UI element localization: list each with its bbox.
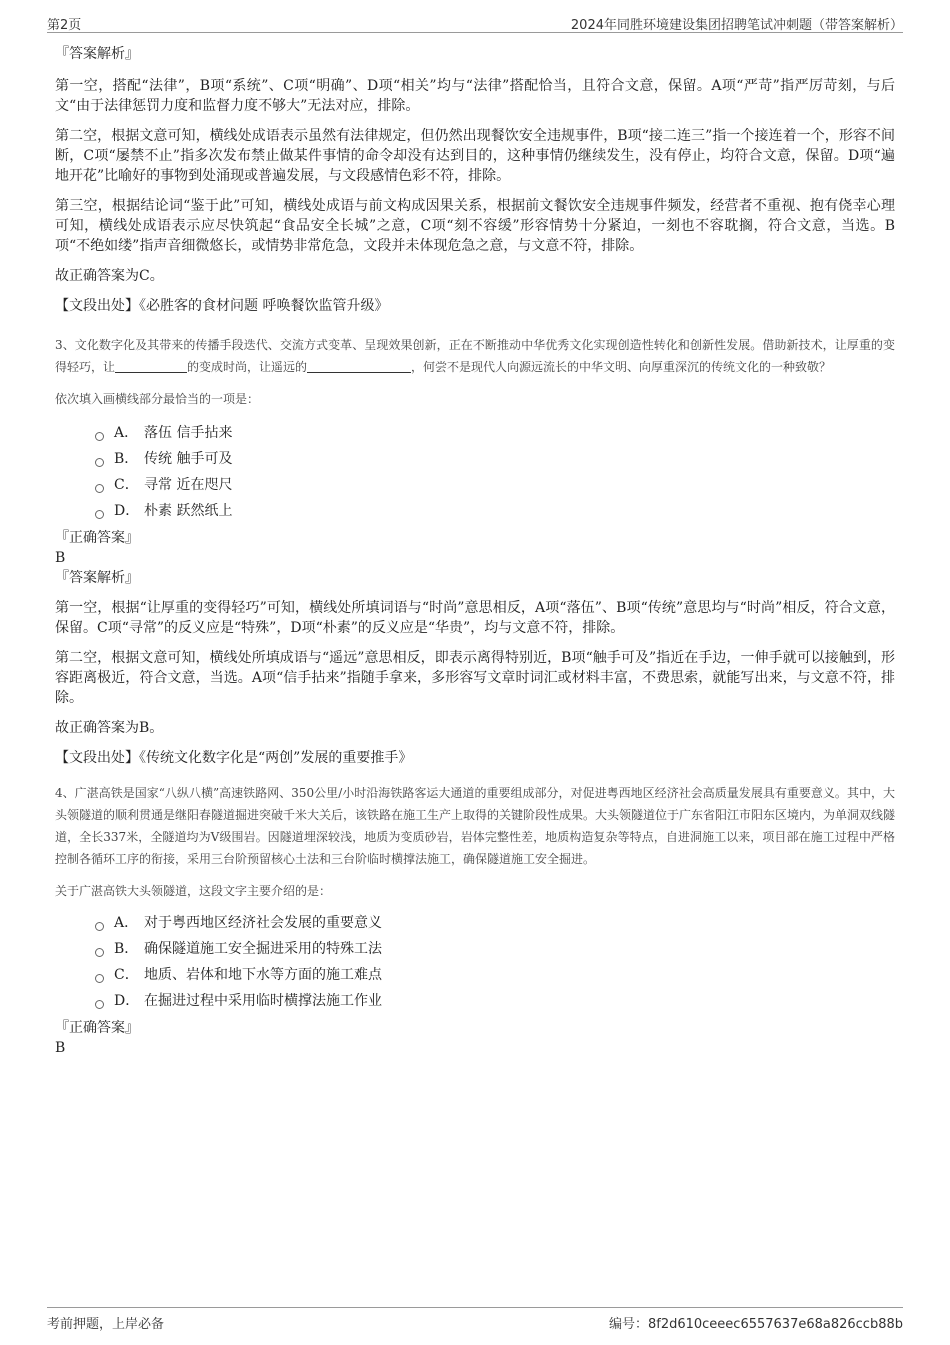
page-content [55,44,895,1058]
q4-options [55,910,895,1014]
q3-option-c[interactable]: C． 寻常 近在咫尺 [95,472,895,498]
q4-option-a[interactable]: A． 对于粤西地区经济社会发展的重要意义 [95,910,895,936]
q4-option-c[interactable]: C． 地质、岩体和地下水等方面的施工难点 [95,962,895,988]
radio-icon[interactable] [95,458,104,467]
page-header [47,14,903,33]
q4-stem: 4、广湛高铁是国家“八纵八横”高速铁路网、350公里/小时沿海铁路客运大通道的重要组成部分，对促进粤西地区经济社会高质量发展具有重要意义。其中，大头领隧道的顺利贯通是继阳春隧道掘进突破千米大关后，该铁路在施工生产上取得的关键阶段性成果。大头领隧道位于广东省阳江市阳东区境内，为单洞双线隧道，全长337米，全隧道均为V级围岩。因隧道埋深较浅，地质为变质砂岩，岩体完整性差，地质构造复杂等特点，自进洞施工以来，项目部在施工过程中严格控制各循环工序的衔接，采用三台阶预留核心土法和三台阶临时横撑法施工，确保隧道施工安全掘进。 [55,786,896,866]
q2-analysis-para-3: 第三空，根据结论词“鉴于此”可知，横线处成语与前文构成因果关系，根据前文餐饮安全违规事件频发，经营者不重视、抱有侥幸心理可知，横线处成语表示应尽快筑起“食品安全长城”之意，C项“刻不容缓”形容情势十分紧迫，一刻也不容耽搁，符合文意，当选。B项“不绝如缕”指声音细微悠长，或情势非常危急，文段并未体现危急之意，与文意不符，排除。 [55,198,895,254]
q2-analysis-para-1: 第一空，搭配“法律”，B项“系统”、C项“明确”、D项“相关”均与“法律”搭配恰当，且符合文意，保留。A项“严苛”指严厉苛刻，与后文“由于法律惩罚力度和监督力度不够大”无法对应，排除。 [55,78,895,114]
q3-stem: 3、文化数字化及其带来的传播手段迭代、交流方式变革、呈现效果创新，正在不断推动中华优秀文化实现创造性转化和创新性发展。借助新技术，让厚重的变得轻巧，让 的变成时尚，让遥远的 ，何尝不是现代人向源远流长的中华文明、向厚重深沉的传统文化的一种致敬？ [55,338,895,374]
q4-correct-label: 『正确答案』 [55,1020,139,1036]
q3-correct-answer: B [55,550,66,566]
radio-icon[interactable] [95,974,104,983]
radio-icon[interactable] [95,432,104,441]
radio-icon[interactable] [95,510,104,519]
footer-rule [47,1307,903,1309]
q3-analysis-para-1: 第一空，根据“让厚重的变得轻巧”可知，横线处所填词语与“时尚”意思相反，A项“落伍”、B项“传统”意思均与“时尚”相反，符合文意，保留。C项“寻常”的反义应是“特殊”，D项“朴素”的反义应是“华贵”，均与文意不符，排除。 [55,600,895,636]
radio-icon[interactable] [95,484,104,493]
q3-conclusion: 故正确答案为B。 [55,720,164,736]
q3-prompt: 依次填入画横线部分最恰当的一项是： [55,392,260,406]
radio-icon[interactable] [95,948,104,957]
q3-options [55,420,895,524]
q3-analysis-para-2: 第二空，根据文意可知，横线处所填成语与“遥远”意思相反，即表示离得特别近，B项“触手可及”指近在手边，一伸手就可以接触到，形容距离极近，符合文意，当选。A项“信手拈来”指随手拿来，多形容写文章时词汇或材料丰富，不费思索，就能写出来，与文意不符，排除。 [55,650,895,706]
q2-analysis-para-2: 第二空，根据文意可知，横线处成语表示虽然有法律规定，但仍然出现餐饮安全违规事件，B项“接二连三”指一个接连着一个，形容不间断，C项“屡禁不止”指多次发布禁止做某件事情的命令却没有达到目的，这种事情仍继续发生，没有停止，均符合文意，保留。D项“遍地开花”比喻好的事物到处涌现或普遍发展，与文段感情色彩不符，排除。 [55,128,895,184]
q3-option-d[interactable]: D． 朴素 跃然纸上 [95,498,895,524]
q4-prompt: 关于广湛高铁大头领隧道，这段文字主要介绍的是： [55,884,332,898]
q2-source: 【文段出处】《必胜客的食材问题 呼唤餐饮监管升级》 [55,298,389,314]
q2-analysis-label: 『答案解析』 [55,46,139,62]
q3-correct-label: 『正确答案』 [55,530,139,546]
q3-analysis-label: 『答案解析』 [55,570,139,586]
q4-correct-answer: B [55,1040,66,1056]
document-title: 2024年同胜环境建设集团招聘笔试冲刺题（带答案解析） [570,18,903,33]
footer-slogan: 考前押题，上岸必备 [47,1317,165,1332]
q3-option-b[interactable]: B． 传统 触手可及 [95,446,895,472]
radio-icon[interactable] [95,1000,104,1009]
q3-option-a[interactable]: A． 落伍 信手拈来 [95,420,895,446]
radio-icon[interactable] [95,922,104,931]
blank-1 [115,358,187,373]
q4-option-b[interactable]: B． 确保隧道施工安全掘进采用的特殊工法 [95,936,895,962]
q2-conclusion: 故正确答案为C。 [55,268,164,284]
q4-option-d[interactable]: D． 在掘进过程中采用临时横撑法施工作业 [95,988,895,1014]
blank-2 [307,358,411,373]
q3-source: 【文段出处】《传统文化数字化是“两创”发展的重要推手》 [55,750,413,766]
footer-doc-id: 编号：8f2d610ceeec6557637e68a826ccb88b [608,1317,903,1332]
page-number: 第2页 [47,18,82,33]
